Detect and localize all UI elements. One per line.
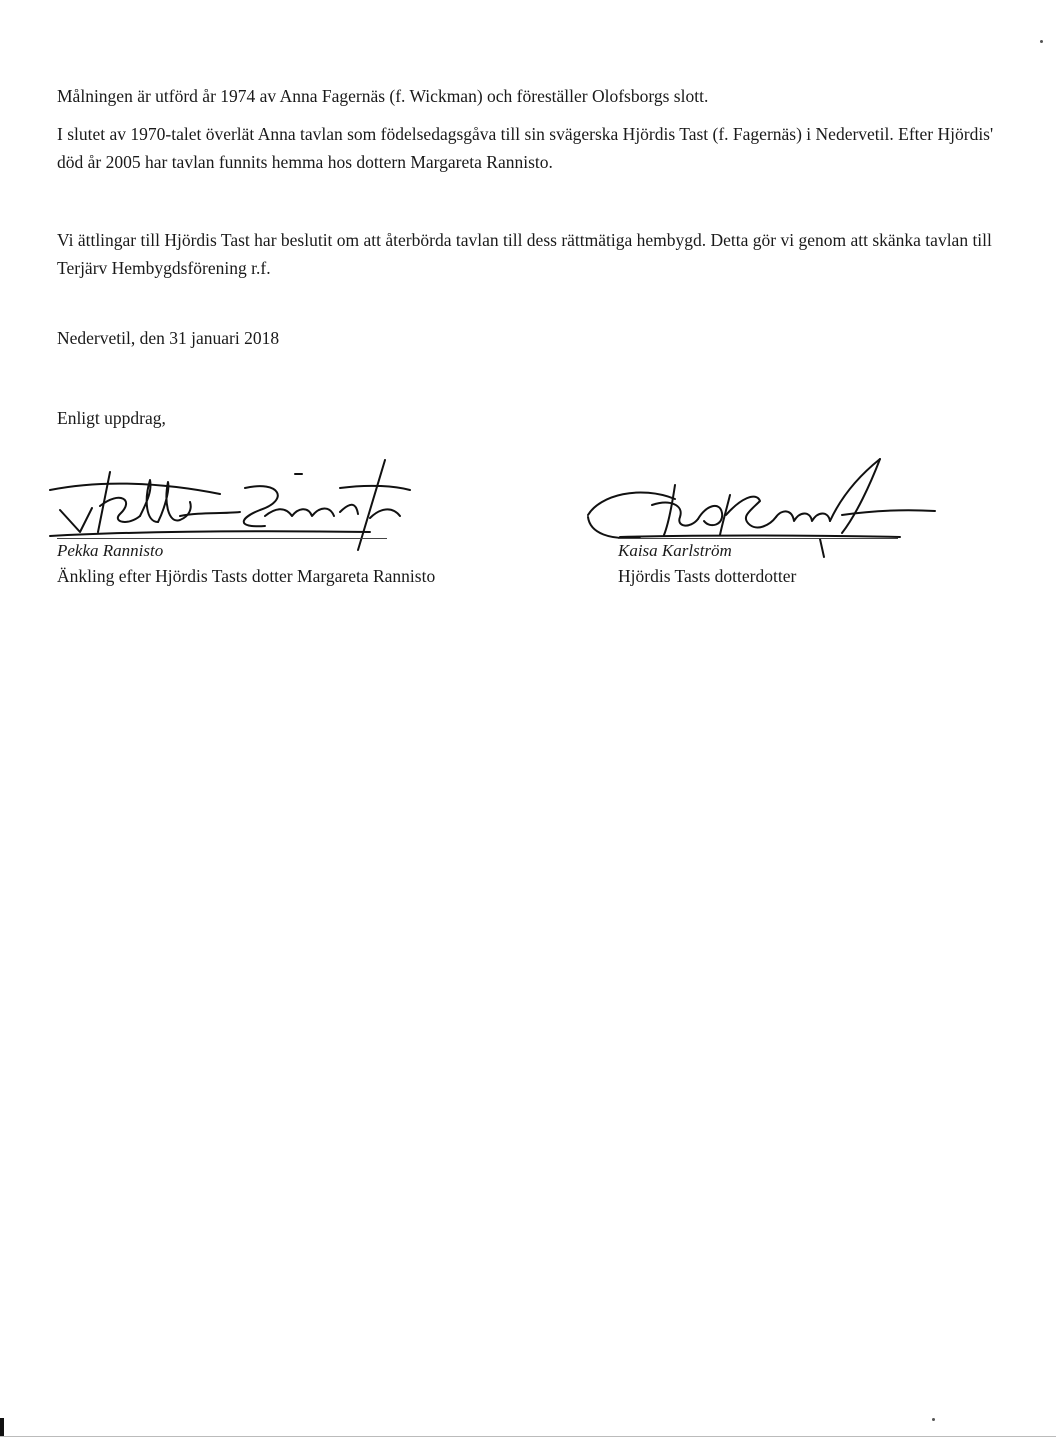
- signer-role-right: Hjördis Tasts dotterdotter: [618, 566, 797, 586]
- signer-name-right: Kaisa Karlström: [618, 541, 732, 560]
- signer-name-left: Pekka Rannisto: [57, 541, 164, 560]
- signature-line-right: [618, 538, 898, 539]
- place-and-date: Nedervetil, den 31 januari 2018: [57, 328, 280, 348]
- scan-speck: [932, 1418, 935, 1421]
- signature-line-left: [57, 538, 387, 539]
- paragraph-provenance: I slutet av 1970-talet överlät Anna tavlan som födelsedagsgåva till sin svägerska Hjördis Tast (f. Fagernäs) i Nedervetil. Efter Hjördis' död år 2005 har tavlan funnits hemma hos dottern Margareta Rannisto.: [57, 124, 994, 172]
- scan-edge-mark: [0, 1418, 4, 1436]
- scan-bottom-edge: [0, 1436, 1056, 1437]
- closing-phrase: Enligt uppdrag,: [57, 408, 166, 428]
- signer-role-left: Änkling efter Hjördis Tasts dotter Margareta Rannisto: [57, 566, 436, 586]
- paragraph-painting-origin: Målningen är utförd år 1974 av Anna Fagernäs (f. Wickman) och föreställer Olofsborgs slott.: [57, 86, 709, 106]
- scan-speck: [1040, 40, 1043, 43]
- paragraph-donation: Vi ättlingar till Hjördis Tast har beslutit om att återbörda tavlan till dess rättmätiga hembygd. Detta gör vi genom att skänka tavlan till Terjärv Hembygdsförening r.f.: [57, 230, 992, 278]
